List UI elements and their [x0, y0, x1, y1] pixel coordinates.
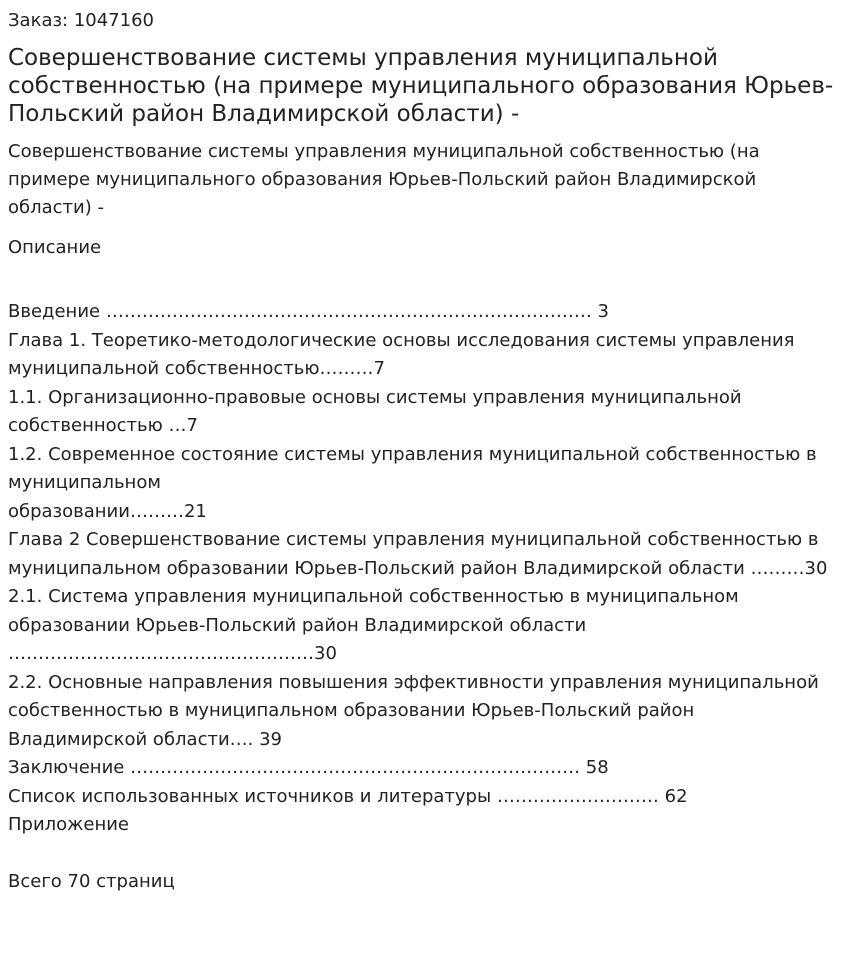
toc-entry: Приложение — [8, 814, 130, 835]
toc-entry: 2.1. Система управления муниципальной собственностью в муниципальном образовании Юрьев-Польский район Владимирской области ……………………………………………30 — [8, 586, 745, 664]
document-title: Совершенствование системы управления муниципальной собственностью (на примере муниципального образования Юрьев-Польский район Владимирской области) - — [8, 45, 834, 127]
description-heading: Описание — [8, 237, 102, 258]
toc-entry: образовании………21 — [8, 500, 207, 522]
toc-entry: Глава 1. Теоретико-методологические основы исследования системы управления муниципальной собственностью………7 — [8, 329, 801, 379]
total-pages: Всего 70 страниц — [8, 870, 175, 892]
toc-entry: Заключение ………………………………………………………………… 58 — [8, 757, 609, 778]
table-of-contents — [8, 298, 839, 840]
toc-entry: Список использованных источников и литературы ……………………… 62 — [8, 785, 688, 807]
toc-entry: 2.2. Основные направления повышения эффективности управления муниципальной собственностью в муниципальном образовании Юрьев-Польский район Владимирской области…. 39 — [8, 671, 825, 750]
order-number: Заказ: 1047160 — [8, 10, 154, 31]
toc-entry: 1.1. Организационно-правовые основы системы управления муниципальной собственностью …7 — [8, 386, 748, 436]
spacer — [8, 840, 839, 868]
toc-entry: 1.2. Современное состояние системы управления муниципальной собственностью в муниципальном — [8, 443, 823, 493]
toc-entry: Глава 2 Совершенствование системы управления муниципальной собственностью в муниципальном образовании Юрьев-Польский район Владимирской области ………30 — [8, 529, 828, 579]
toc-entry: Введение ……………………………………………………………………… 3 — [8, 301, 609, 322]
document-subtitle: Совершенствование системы управления муниципальной собственностью (на примере муниципального образования Юрьев-Польский район Владимирской области) - — [8, 141, 760, 218]
